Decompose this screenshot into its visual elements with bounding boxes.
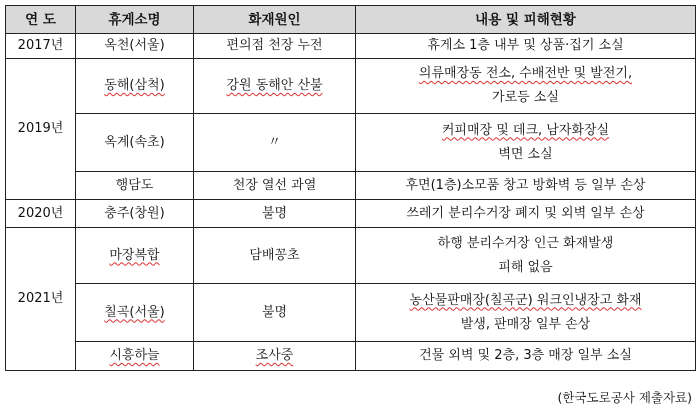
table-row	[6, 172, 696, 200]
table-header-row	[6, 6, 696, 34]
rest-area-name: 시흥하늘	[109, 348, 160, 363]
damage-line: 벽면 소실	[498, 146, 553, 162]
rest-area-name: 동해(삼척)	[104, 78, 165, 93]
damage-line: 의류매장동 전소, 수배전반 및 발전기,	[418, 66, 633, 81]
damage-line: 하행 분리수거장 인근 화재발생	[437, 235, 614, 251]
rest-area-cell: 행담도	[76, 172, 194, 200]
rest-area-name: 칠곡(서울)	[104, 304, 165, 320]
table-row	[6, 200, 696, 228]
damage-cell	[356, 228, 696, 284]
header-year: 연 도	[6, 6, 76, 34]
damage-line: 피해 없음	[498, 259, 553, 275]
damage-line: 휴게소 1층 내부 및 상품·집기 소실	[427, 38, 624, 53]
damage-cell: 건물 외벽 및 2층, 3층 매장 일부 소실	[356, 342, 696, 371]
damage-cell	[356, 284, 696, 342]
damage-cell	[356, 114, 696, 172]
rest-area-name: 마장복합	[109, 247, 160, 263]
cause-cell: 편의점 천장 누전	[194, 34, 356, 59]
damage-line: 가로등 소실	[492, 90, 559, 105]
fire-incident-table	[5, 5, 696, 371]
table-row	[6, 342, 696, 371]
table-row	[6, 284, 696, 342]
damage-cell: 후면(1층)소모품 창고 방화벽 등 일부 손상	[356, 172, 696, 200]
header-damage: 내용 및 피해현황	[356, 6, 696, 34]
cause-cell: 천장 열선 과열	[194, 172, 356, 200]
year-cell: 2019년	[6, 59, 76, 200]
damage-cell	[356, 34, 696, 59]
cause-cell: 담배꽁초	[194, 228, 356, 284]
table-row	[6, 59, 696, 114]
damage-cell	[356, 59, 696, 114]
rest-area-cell	[76, 228, 194, 284]
rest-area-cell: 충주(창원)	[76, 200, 194, 228]
rest-area-cell	[76, 59, 194, 114]
cause-cell	[194, 59, 356, 114]
damage-cell: 쓰레기 분리수거장 폐지 및 외벽 일부 손상	[356, 200, 696, 228]
year-cell: 2020년	[6, 200, 76, 228]
cause-cell: 〃	[194, 114, 356, 172]
cause-text: 강원 동해안 산불	[226, 78, 323, 93]
header-rest-area: 휴게소명	[76, 6, 194, 34]
damage-line: 커피매장 및 데크, 남자화장실	[441, 122, 610, 138]
source-note: (한국도로공사 제출자료)	[557, 390, 692, 405]
damage-line: 농산물판매장(칠곡군) 워크인냉장고 화재	[409, 292, 642, 308]
rest-area-cell: 옥천(서울)	[76, 34, 194, 59]
damage-line: 발생, 판매장 일부 손상	[460, 316, 591, 332]
rest-area-cell: 옥계(속초)	[76, 114, 194, 172]
table-row	[6, 228, 696, 284]
cause-cell	[194, 342, 356, 371]
year-cell: 2021년	[6, 228, 76, 371]
cause-text: 조사중	[255, 348, 294, 363]
rest-area-cell	[76, 342, 194, 371]
cause-cell: 불명	[194, 200, 356, 228]
rest-area-cell	[76, 284, 194, 342]
header-cause: 화재원인	[194, 6, 356, 34]
cause-cell: 불명	[194, 284, 356, 342]
table-row	[6, 114, 696, 172]
table-row	[6, 34, 696, 59]
year-cell: 2017년	[6, 34, 76, 59]
